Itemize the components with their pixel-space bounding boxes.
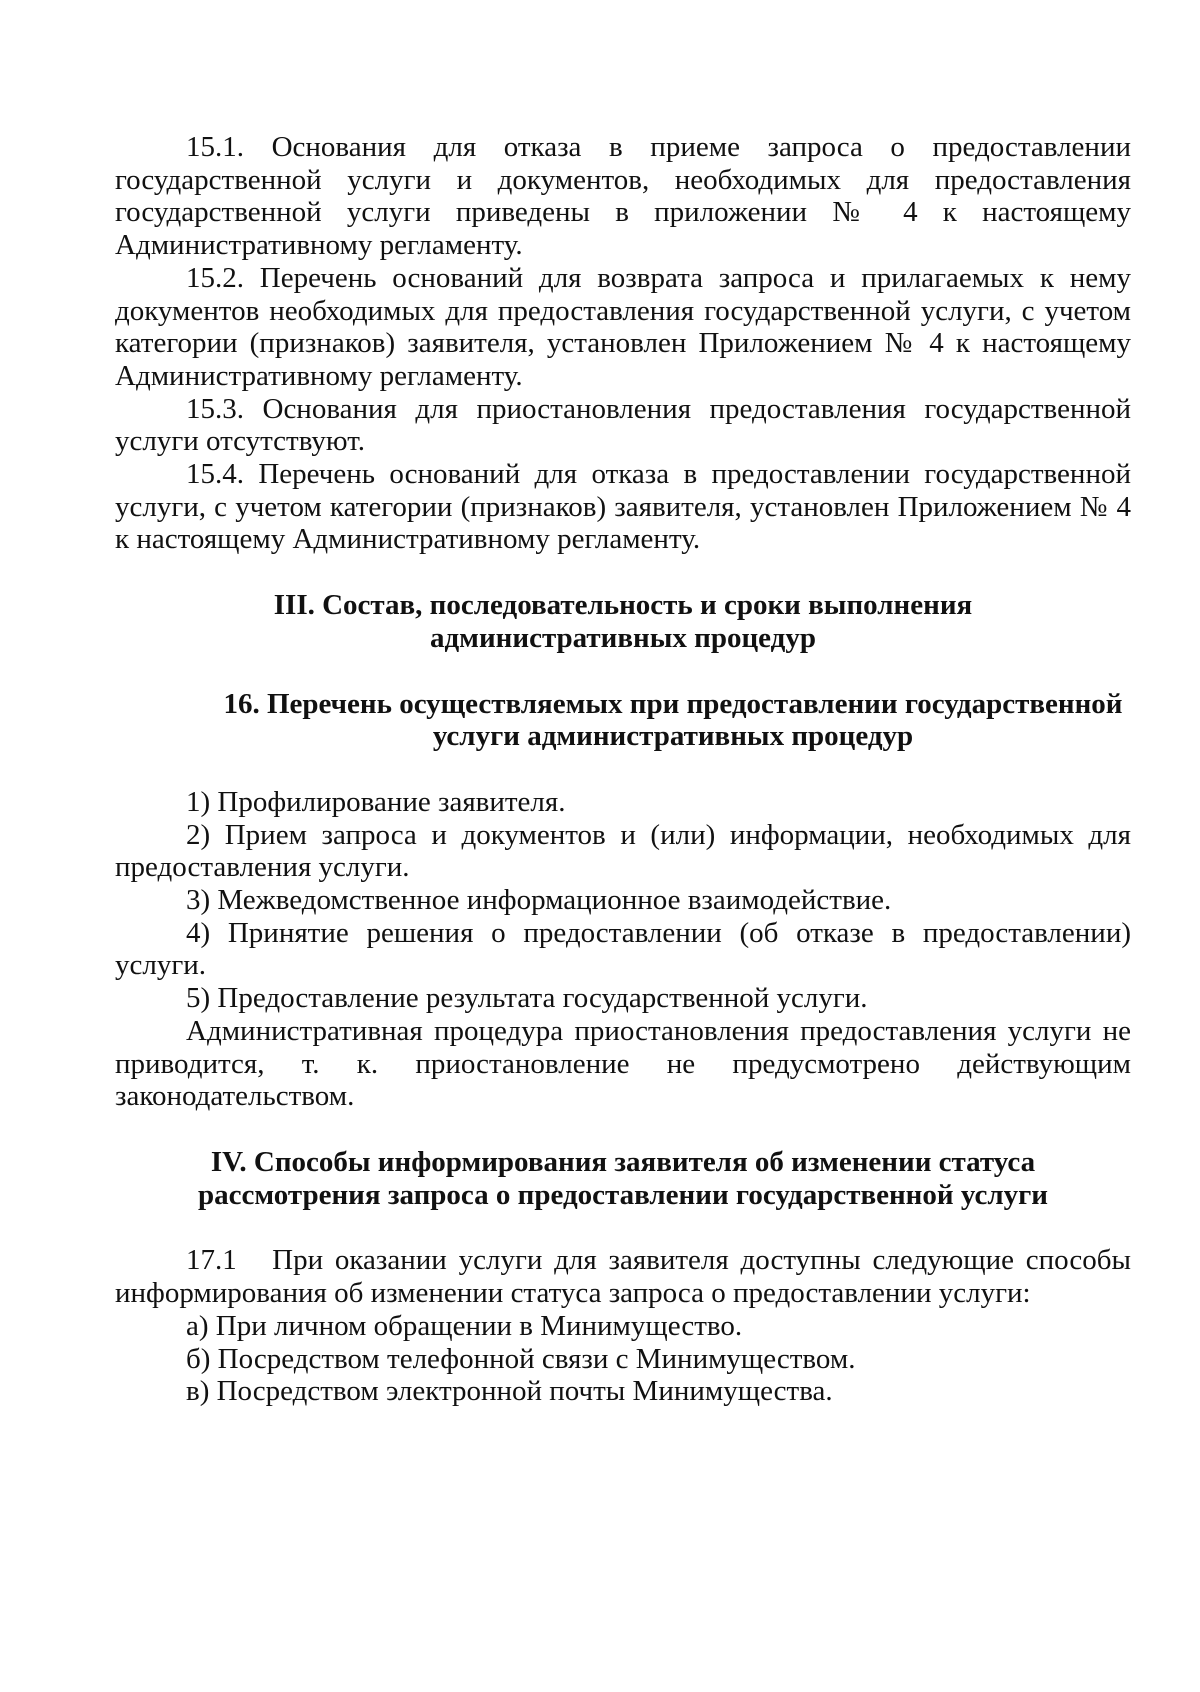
list-item: б) Посредством телефонной связи с Минимуществом. xyxy=(186,1342,856,1375)
suspension-note: Административная процедура приостановления предоставления услуги не приводится, т. к. приостановление не предусмотрено действующим законодательством. xyxy=(115,1014,1131,1113)
list-item: 3) Межведомственное информационное взаимодействие. xyxy=(186,884,892,917)
section-3-heading xyxy=(115,589,1131,654)
section-16-heading-line-2: услуги административных процедур xyxy=(432,720,914,753)
section-3-heading-line-1: III. Состав, последовательность и сроки выполнения xyxy=(273,589,973,622)
section-3-heading-line-2: административных процедур xyxy=(430,621,816,654)
procedures-list xyxy=(115,786,1131,1113)
section-4-heading xyxy=(115,1146,1131,1211)
informing-methods xyxy=(115,1244,1139,1408)
section-4-heading-line-1: IV. Способы информирования заявителя об изменении статуса xyxy=(210,1145,1036,1178)
list-item: 5) Предоставление результата государственной услуги. xyxy=(186,982,868,1015)
list-item: 1) Профилирование заявителя. xyxy=(186,785,566,818)
paragraph-15-3: 15.3. Основания для приостановления предоставления государственной услуги отсутствуют. xyxy=(115,392,1131,458)
paragraph-15-2: 15.2. Перечень оснований для возврата запроса и прилагаемых к нему документов необходимых для предоставления государственной услуги, с учетом категории (признаков) заявителя, установлен Приложением № 4 к настоящему Административному регламенту. xyxy=(115,261,1131,392)
list-item: 4) Принятие решения о предоставлении (об отказе в предоставлении) услуги. xyxy=(115,916,1131,982)
section-4-heading-line-2: рассмотрения запроса о предоставлении государственной услуги xyxy=(198,1178,1048,1211)
list-item: а) При личном обращении в Минимущество. xyxy=(186,1309,743,1342)
paragraph-15-1: 15.1. Основания для отказа в приеме запроса о предоставлении государственной услуги и документов, необходимых для предоставления государственной услуги приведены в приложении № 4 к настоящему Административному регламенту. xyxy=(115,131,1131,262)
section-16-heading xyxy=(115,688,1131,753)
list-item: 2) Прием запроса и документов и (или) информации, необходимых для предоставления услуги. xyxy=(115,818,1131,884)
paragraph-15-4: 15.4. Перечень оснований для отказа в предоставлении государственной услуги, с учетом категории (признаков) заявителя, установлен Приложением № 4 к настоящему Административному регламенту. xyxy=(115,458,1131,556)
section-16-heading-line-1: 16. Перечень осуществляемых при предоставлении государственной xyxy=(223,687,1123,720)
document-body xyxy=(115,131,1139,1408)
list-item: в) Посредством электронной почты Минимущества. xyxy=(186,1375,833,1408)
paragraph-17-1: 17.1 При оказании услуги для заявителя доступны следующие способы информирования об изменении статуса запроса о предоставлении услуги: xyxy=(115,1244,1139,1310)
